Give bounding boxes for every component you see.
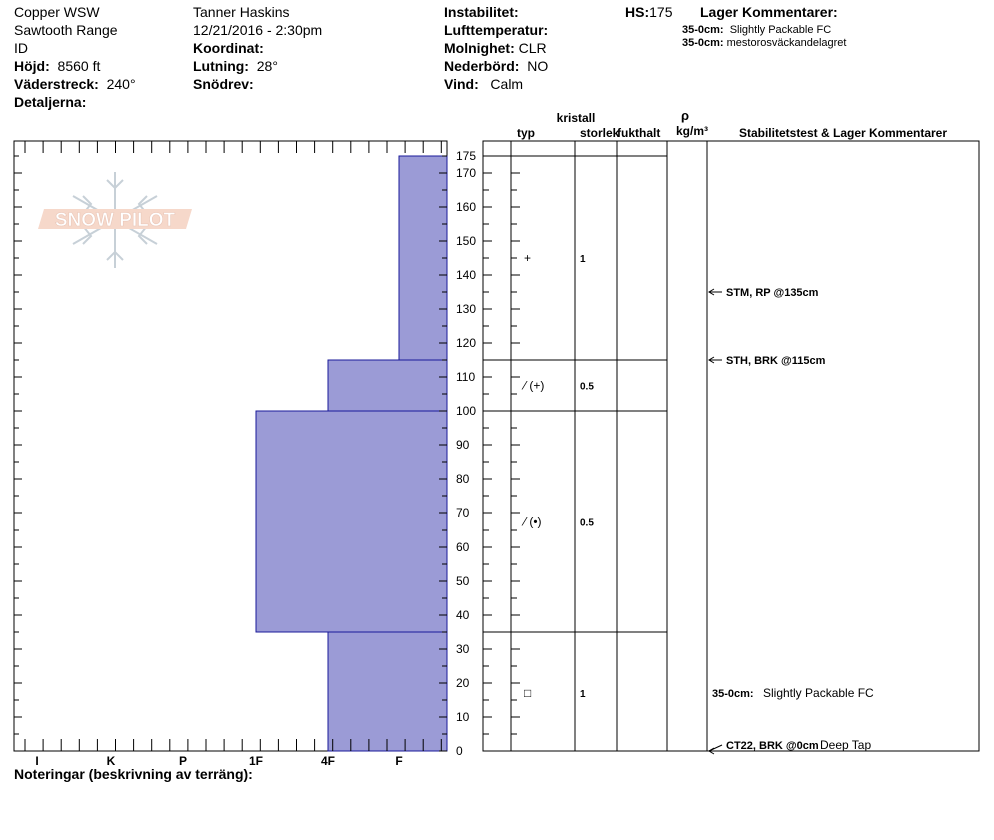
- layer-note-depth: 35-0cm:: [712, 688, 754, 701]
- grain-type: ⁄ (•): [524, 514, 542, 529]
- hardness-label: P: [178, 754, 188, 768]
- hs-label: HS:: [625, 4, 650, 20]
- hardness-bar: [256, 411, 447, 632]
- depth-label: 90: [456, 438, 470, 452]
- depth-label: 160: [456, 200, 477, 214]
- depth-label: 170: [456, 166, 477, 180]
- depth-label: 100: [456, 404, 477, 418]
- depth-label: 30: [456, 642, 470, 656]
- test-label: STM, RP @135cm: [726, 287, 819, 299]
- logo-text: SNOW PILOT: [54, 210, 176, 231]
- precip-label: Nederbörd:: [444, 58, 520, 74]
- grain-size: 0.5: [580, 381, 594, 393]
- observer: Tanner Haskins: [193, 4, 290, 20]
- aspect-value: 240°: [106, 76, 136, 92]
- hardness-label: 4F: [320, 754, 336, 768]
- grain-type: +: [524, 251, 532, 265]
- sky-label: Molnighet:: [444, 40, 515, 56]
- depth-label: 50: [456, 574, 470, 588]
- state: ID: [14, 40, 28, 56]
- col-header-moisture: fukthalt: [617, 126, 661, 140]
- airtemp-label: Lufttemperatur:: [444, 22, 549, 38]
- location: Copper WSW: [14, 4, 100, 20]
- col-header-size: storlek: [580, 126, 620, 140]
- hardness-label: I: [35, 754, 39, 768]
- grain-size: 1: [580, 689, 586, 701]
- layer-comment-2-text: mestorosväckandelagret: [726, 37, 847, 49]
- drift-label: Snödrev:: [193, 76, 254, 92]
- slope-label: Lutning:: [193, 58, 249, 74]
- aspect-label: Väderstreck:: [14, 76, 99, 92]
- col-header-density-unit: kg/m³: [675, 124, 709, 138]
- depth-label: 110: [456, 370, 476, 384]
- depth-label: 120: [456, 336, 477, 350]
- precip-value: NO: [527, 58, 549, 74]
- depth-label: 70: [456, 506, 470, 520]
- hardness-label: F: [395, 754, 403, 768]
- hardness-bar: [328, 360, 447, 411]
- slope-value: 28°: [256, 58, 278, 74]
- stratigraphy-table-frame: [483, 141, 979, 751]
- layer-note-text: Slightly Packable FC: [763, 686, 874, 701]
- depth-label: 10: [456, 710, 470, 724]
- grain-size: 1: [580, 254, 586, 265]
- hardness-bar: [328, 632, 447, 751]
- wind-value: Calm: [490, 76, 524, 92]
- hardness-bars: [256, 156, 447, 751]
- depth-label: 20: [456, 676, 470, 690]
- depth-label: 150: [456, 234, 477, 248]
- depth-label: 40: [456, 608, 470, 622]
- notes-label: Noteringar (beskrivning av terräng):: [14, 766, 253, 782]
- elevation-label: Höjd:: [14, 58, 50, 74]
- depth-label: 80: [456, 472, 470, 486]
- layer-comments-title: Lager Kommentarer:: [700, 4, 838, 20]
- layer-cells: [521, 251, 594, 700]
- hardness-bar: [399, 156, 447, 360]
- test-label: STH, BRK @115cm: [726, 355, 826, 367]
- table-depth-ticks: [483, 156, 520, 751]
- sky-value: CLR: [518, 40, 547, 56]
- depth-label: 130: [456, 302, 477, 316]
- snowpilot-logo: [38, 172, 192, 268]
- layer-comment-1-depth: 35-0cm:: [682, 24, 724, 36]
- test-note: Deep Tap: [820, 738, 872, 752]
- instability-label: Instabilitet:: [444, 4, 519, 20]
- depth-axis-labels: [456, 149, 476, 758]
- stability-tests: [709, 287, 874, 754]
- grain-type: ⁄ (+): [524, 378, 545, 393]
- range: Sawtooth Range: [14, 22, 118, 38]
- col-header-rho: ρ: [680, 108, 690, 123]
- details-label: Detaljerna:: [14, 94, 87, 110]
- grain-size: 0.5: [580, 517, 594, 529]
- depth-label: 175: [456, 149, 477, 163]
- hardness-label: K: [106, 754, 116, 768]
- wind-label: Vind:: [444, 76, 479, 92]
- hardness-label: 1F: [248, 754, 264, 768]
- layer-comment-2-depth: 35-0cm:: [682, 37, 724, 49]
- hs-value: 175: [649, 4, 673, 20]
- coord-label: Koordinat:: [193, 40, 264, 56]
- col-header-stability: Stabilitetstest & Lager Kommentarer: [738, 126, 948, 140]
- grain-type: □: [524, 686, 532, 701]
- layer-comment-1-text: Slightly Packable FC: [729, 24, 832, 36]
- depth-label: 140: [456, 268, 477, 282]
- depth-label: 60: [456, 540, 470, 554]
- col-header-crystal: kristall: [556, 111, 596, 125]
- elevation-value: 8560 ft: [57, 58, 101, 74]
- test-label: CT22, BRK @0cm: [726, 740, 819, 752]
- col-header-type: typ: [517, 126, 535, 140]
- datetime: 12/21/2016 - 2:30pm: [193, 22, 323, 38]
- depth-label: 0: [456, 744, 463, 758]
